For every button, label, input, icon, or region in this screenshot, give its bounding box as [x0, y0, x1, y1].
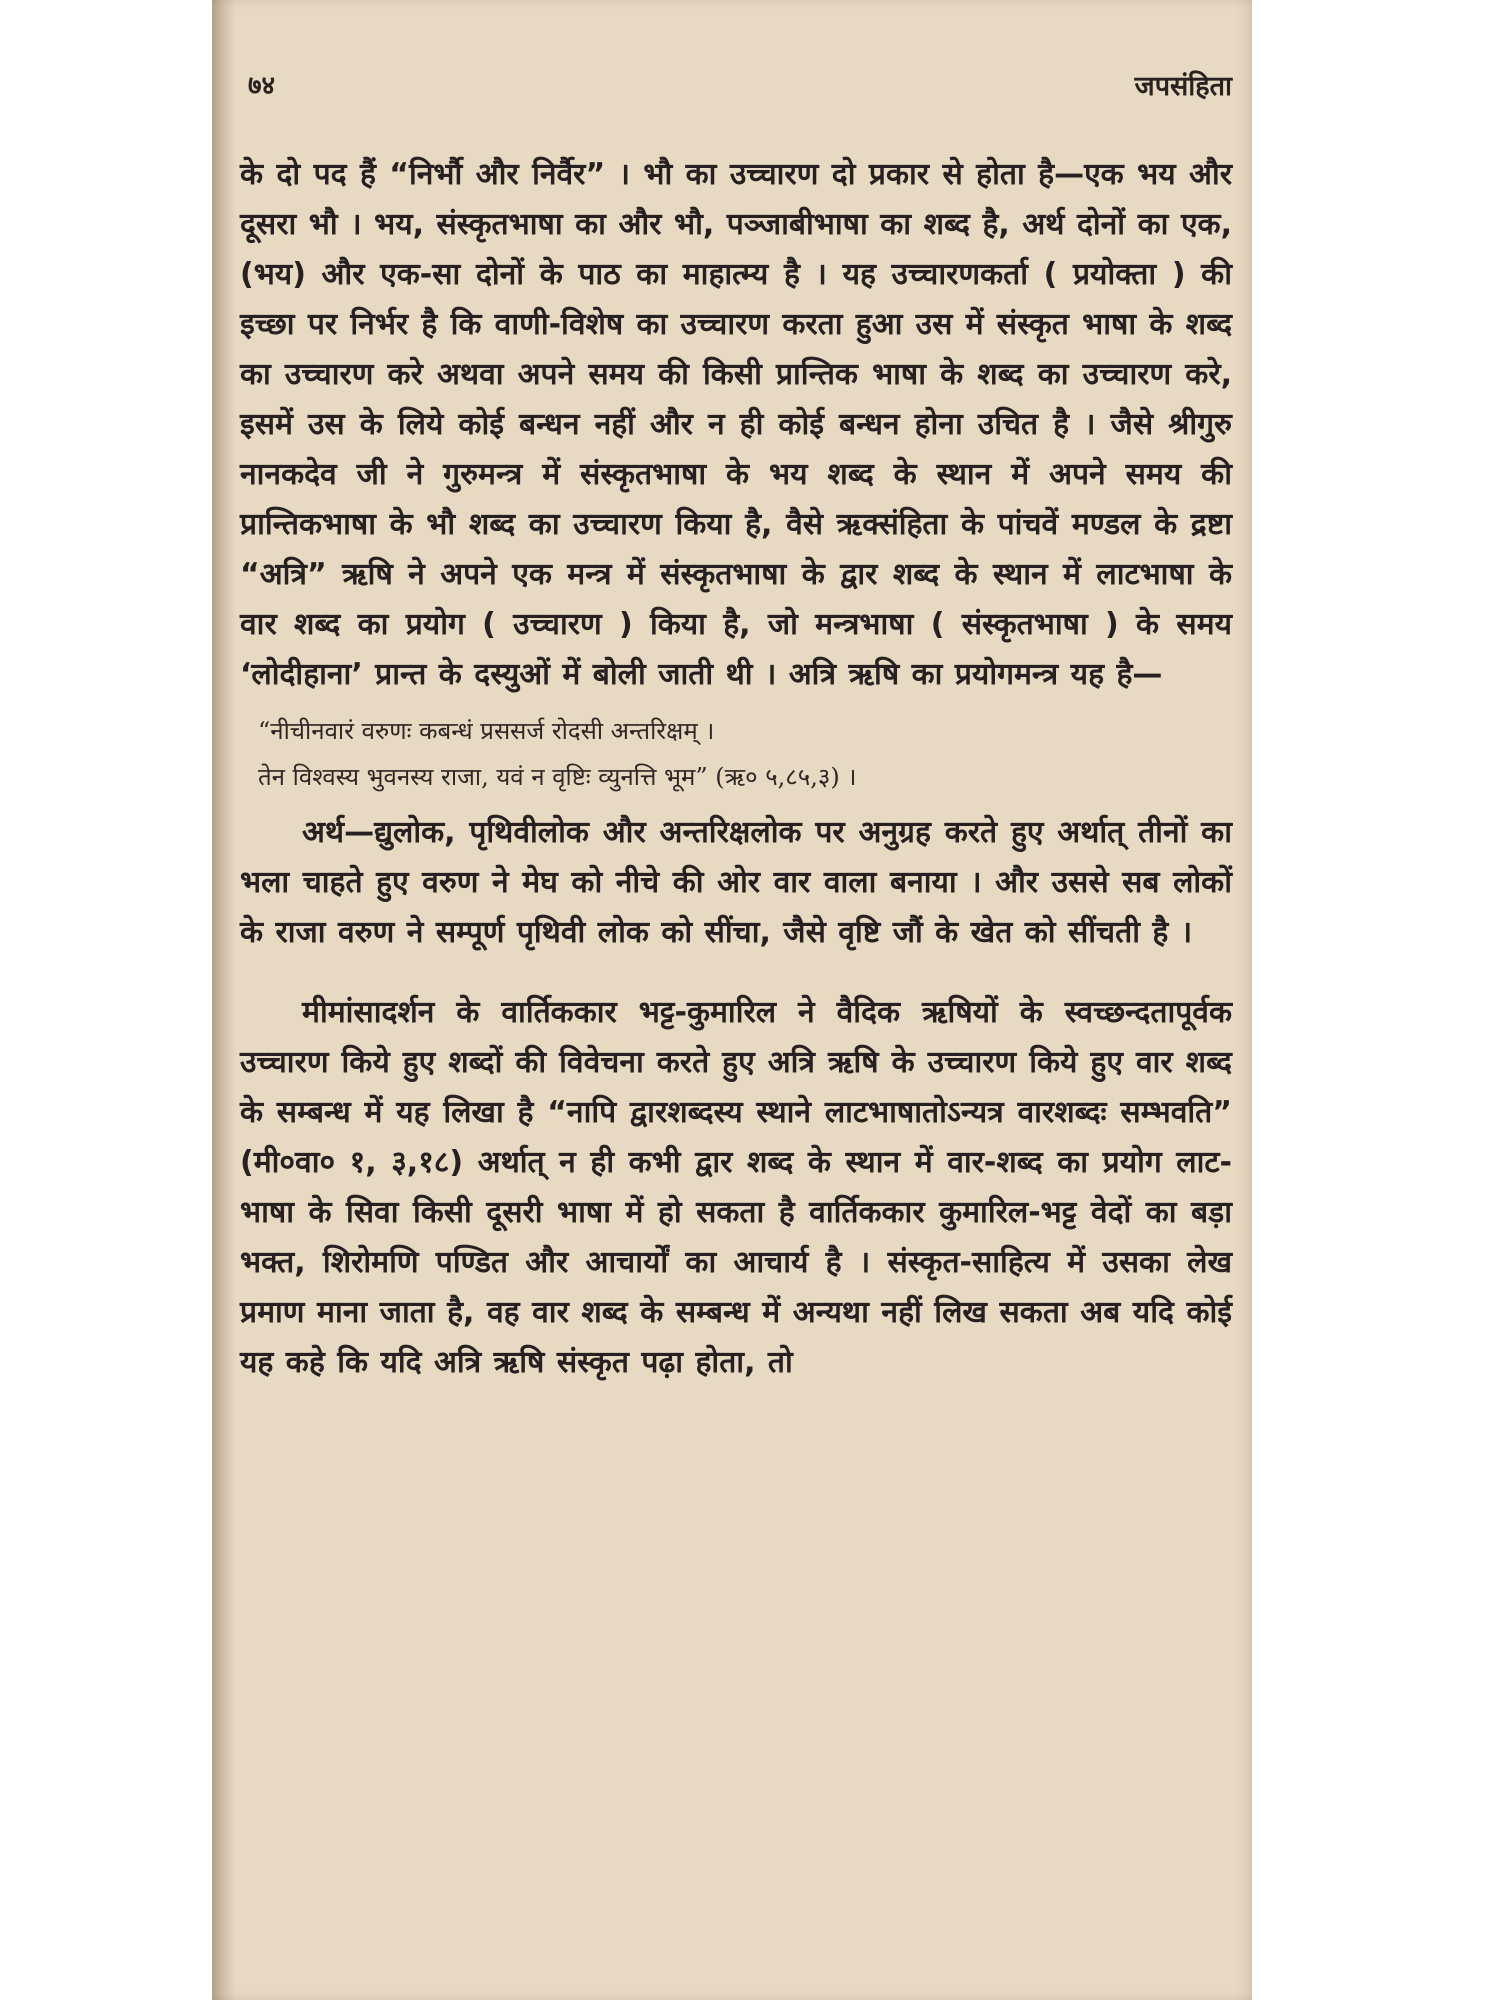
paragraph-1: के दो पद हैं “निर्भौ और निर्वैर” । भौ का उच्चारण दो प्रकार से होता है—एक भय और दूसरा भौ । भय, संस्कृतभाषा का और भौ, पञ्जाबीभाषा का शब्द है, अर्थ दोनों का एक, (भय) और एक-सा दोनों के पाठ का माहात्म्य है । यह उच्चारणकर्ता ( प्रयोक्ता ) की इच्छा पर निर्भर है कि वाणी-विशेष का उच्चारण करता हुआ उस में संस्कृत भाषा के शब्द का उच्चारण करे अथवा अपने समय की किसी प्रान्तिक भाषा के शब्द का उच्चारण करे, इसमें उस के लिये कोई बन्धन नहीं और न ही कोई बन्धन होना उचित है । जैसे श्रीगुरु नानकदेव जी ने गुरुमन्त्र में संस्कृतभाषा के भय शब्द के स्थान में अपने समय की प्रान्तिकभाषा के भौ शब्द का उच्चारण किया है, वैसे ऋक्संहिता के पांचवें मण्डल के द्रष्टा “अत्रि” ऋषि ने अपने एक मन्त्र में संस्कृतभाषा के द्वार शब्द के स्थान में लाटभाषा के वार शब्द का प्रयोग ( उच्चारण ) किया है, जो मन्त्रभाषा ( संस्कृतभाषा ) के समय ‘लोदीहाना’ प्रान्त के दस्युओं में बोली जाती थी । अत्रि ऋषि का प्रयोगमन्त्र यह है— [240, 157, 1232, 692]
page-body [240, 150, 1232, 1388]
paragraph-2-meaning: अर्थ—द्युलोक, पृथिवीलोक और अन्तरिक्षलोक पर अनुग्रह करते हुए अर्थात् तीनों का भला चाहते हुए वरुण ने मेघ को नीचे की ओर वार वाला बनाया । और उससे सब लोकों के राजा वरुण ने सम्पूर्ण पृथिवी लोक को सींचा, जैसे वृष्टि जौं के खेत को सींचती है । [240, 815, 1232, 950]
running-title: जपसंहिता [1134, 71, 1232, 102]
page-header [240, 66, 1232, 106]
verse-line-2: तेन विश्वस्य भुवनस्य राजा, यवं न वृष्टिः व्युनत्ति भूम” (ऋ० ५,८५,३) । [258, 763, 857, 791]
page-gutter-shadow [212, 0, 236, 2000]
verse-line-1: “नीचीनवारं वरुणः कबन्धं प्रससर्ज रोदसी अन्तरिक्षम् । [258, 717, 715, 745]
book-page [212, 0, 1252, 2000]
paragraph-3: मीमांसादर्शन के वार्तिककार भट्ट-कुमारिल ने वैदिक ऋषियों के स्वच्छन्दतापूर्वक उच्चारण किये हुए शब्दों की विवेचना करते हुए अत्रि ऋषि के उच्चारण किये हुए वार शब्द के सम्बन्ध में यह लिखा है “नापि द्वारशब्दस्य स्थाने लाटभाषातोऽन्यत्र वारशब्दः सम्भवति” (मी०वा० १, ३,१८) अर्थात् न ही कभी द्वार शब्द के स्थान में वार-शब्द का प्रयोग लाट-भाषा के सिवा किसी दूसरी भाषा में हो सकता है वार्तिककार कुमारिल-भट्ट वेदों का बड़ा भक्त, शिरोमणि पण्डित और आचार्यों का आचार्य है । संस्कृत-साहित्य में उसका लेख प्रमाण माना जाता है, वह वार शब्द के सम्बन्ध में अन्यथा नहीं लिख सकता अब यदि कोई यह कहे कि यदि अत्रि ऋषि संस्कृत पढ़ा होता, तो [240, 995, 1232, 1380]
page-number: ७४ [248, 71, 276, 101]
